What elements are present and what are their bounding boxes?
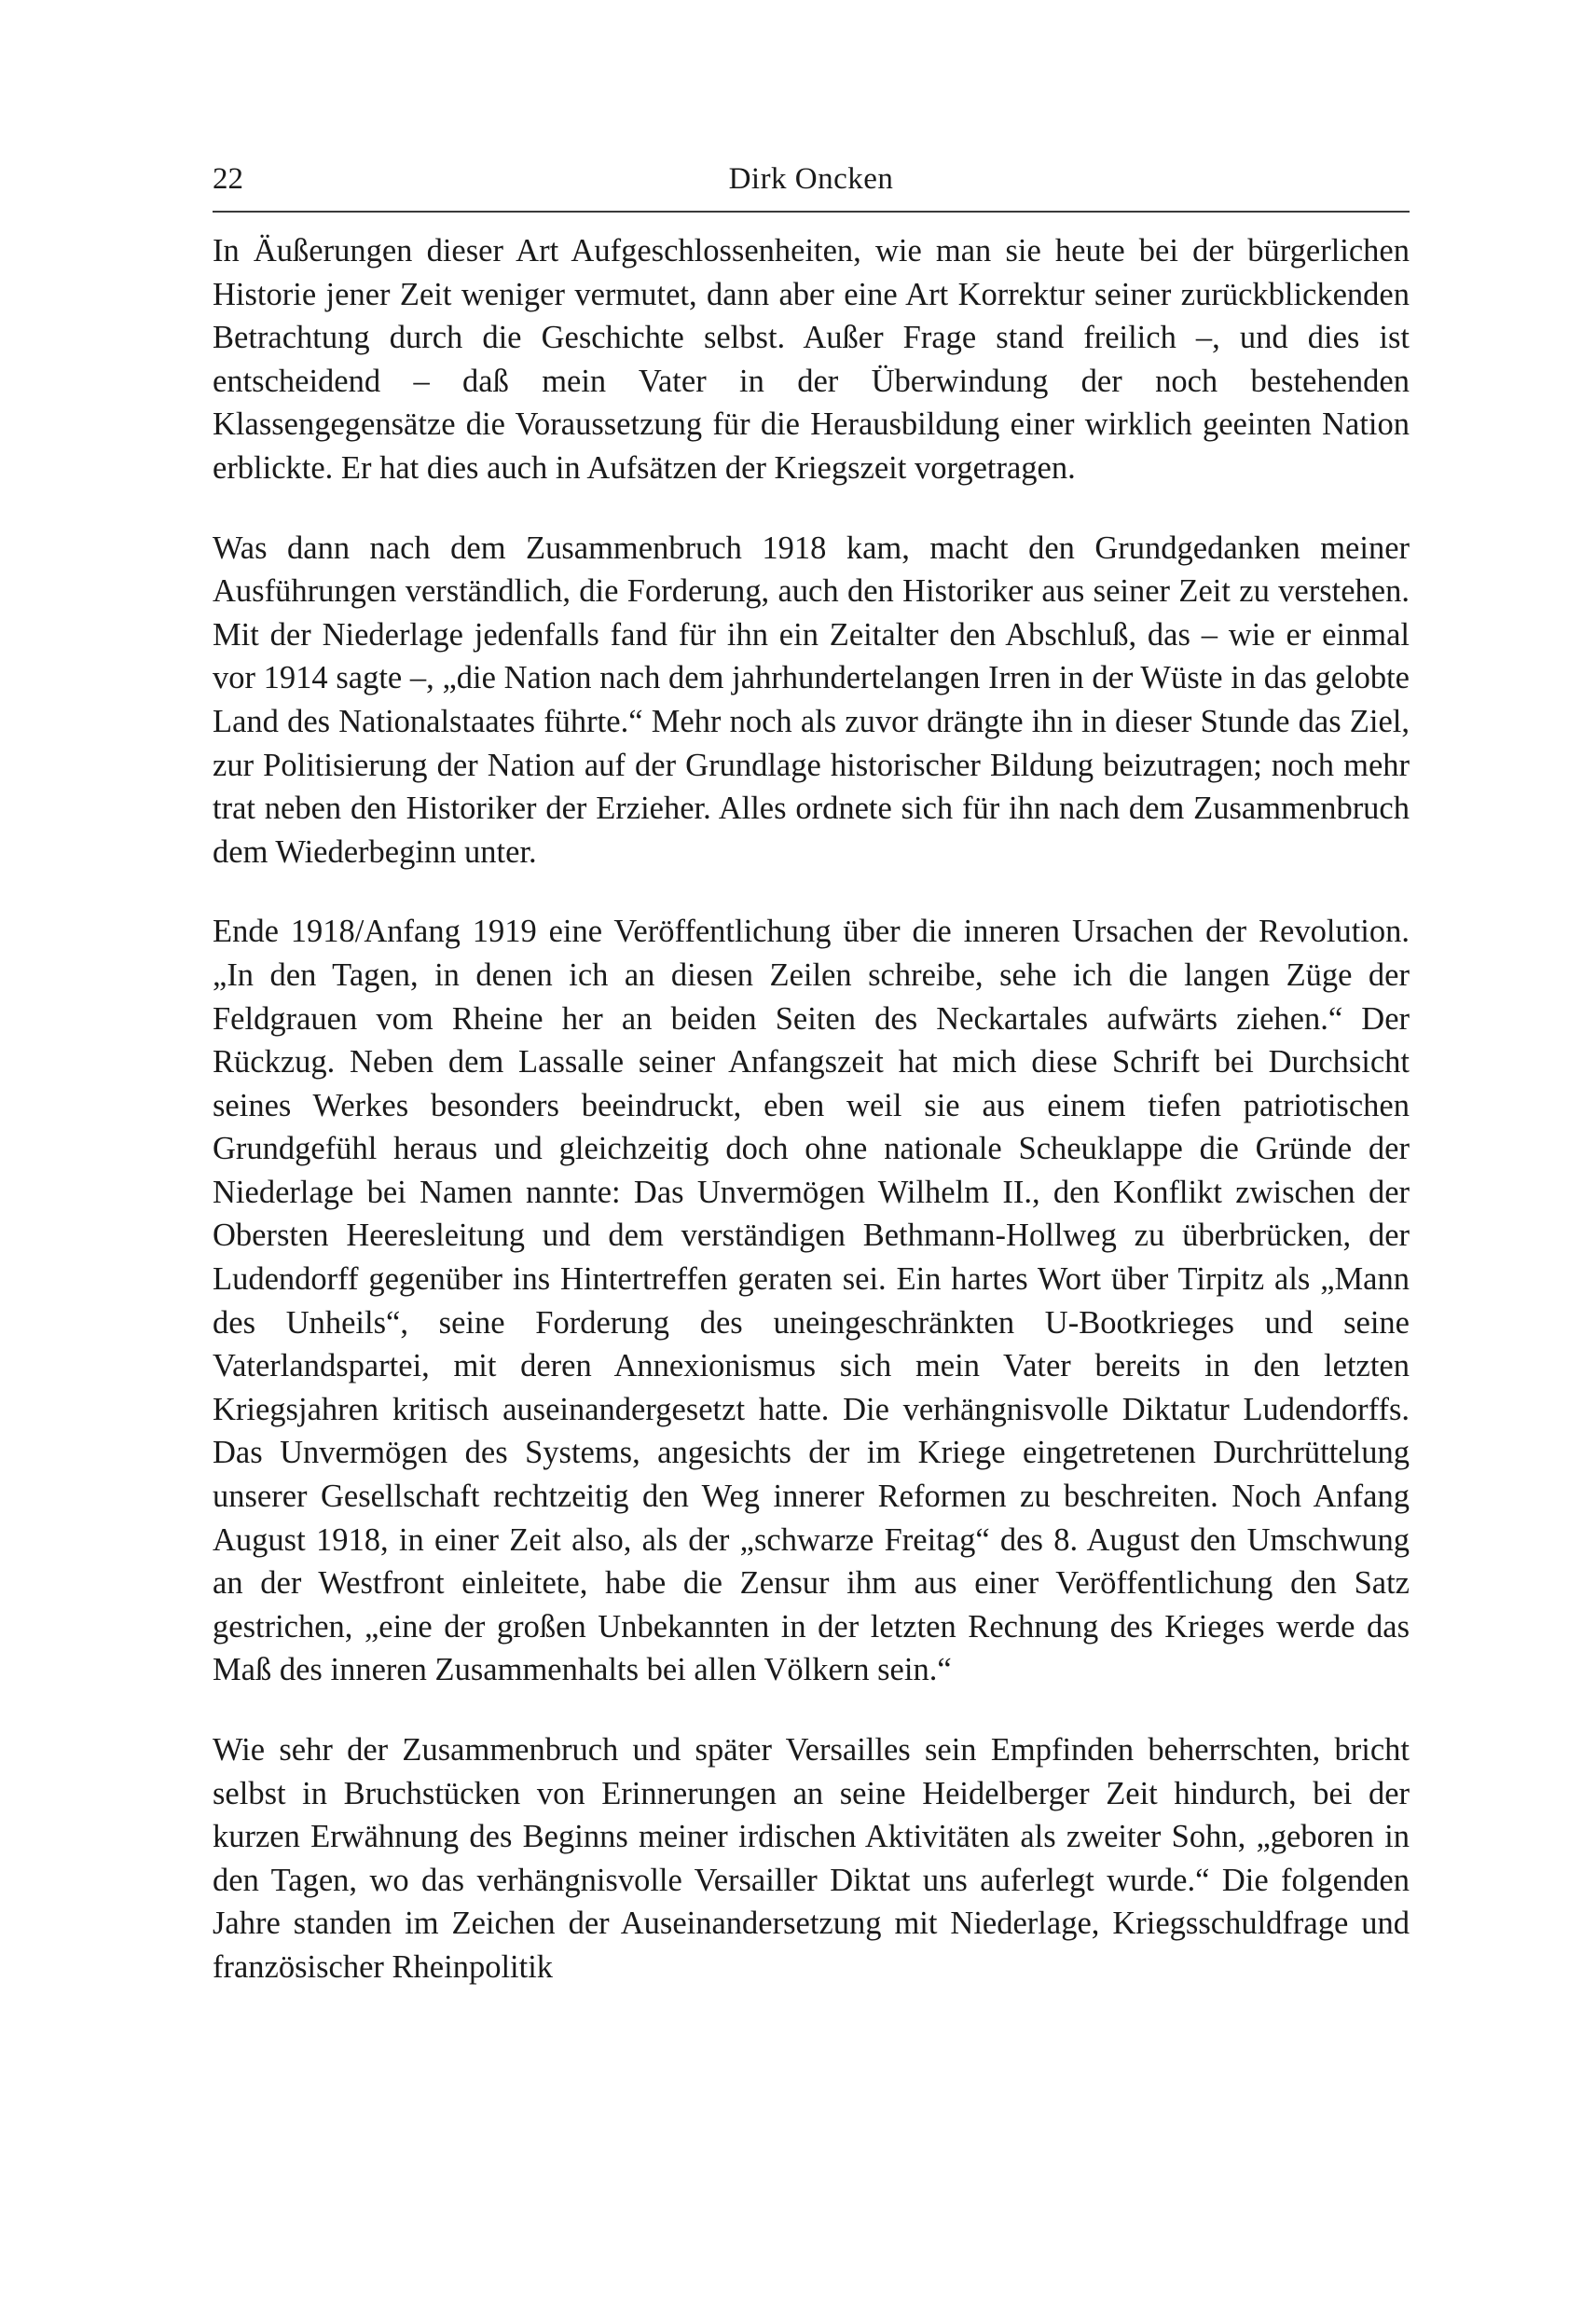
paragraph-3: Ende 1918/Anfang 1919 eine Veröffentlichung über die inneren Ursachen der Revolution. „In den Tagen, in denen ich an diesen Zeilen schreibe, sehe ich die langen Züge der Feldgrauen vom Rheine her an beiden Seiten des Neckartales aufwärts ziehen.“ Der Rückzug. Neben dem Lassalle seiner Anfangszeit hat mich diese Schrift bei Durchsicht seines Werkes besonders beeindruckt, eben weil sie aus einem tiefen patriotischen Grundgefühl heraus und gleichzeitig doch ohne nationale Scheuklappe die Gründe der Niederlage bei Namen nannte: Das Unvermögen Wilhelm II., den Konflikt zwischen der Obersten Heeresleitung und dem verständigen Bethmann-Hollweg zu überbrücken, der Ludendorff gegenüber ins Hintertreffen geraten sei. Ein hartes Wort über Tirpitz als „Mann des Unheils“, seine Forderung des uneingeschränkten U-Bootkrieges und seine Vaterlandspartei, mit deren Annexionismus sich mein Vater bereits in den letzten Kriegsjahren kritisch auseinandergesetzt hatte. Die verhängnisvolle Diktatur Ludendorffs. Das Unvermögen des Systems, angesichts der im Kriege eingetretenen Durchrüttelung unserer Gesellschaft rechtzeitig den Weg innerer Reformen zu beschreiten. Noch Anfang August 1918, in einer Zeit also, als der „schwarze Freitag“ des 8. August den Umschwung an der Westfront einleitete, habe die Zensur ihm aus einer Veröffentlichung den Satz gestrichen, „eine der großen Unbekannten in der letzten Rechnung des Krieges werde das Maß des inneren Zusammenhalts bei allen Völkern sein.“ (213, 914, 1410, 1688)
paragraph-1: In Äußerungen dieser Art Aufgeschlossenheiten, wie man sie heute bei der bürgerlichen Historie jener Zeit weniger vermutet, dann aber eine Art Korrektur seiner zurückblickenden Betrachtung durch die Geschichte selbst. Außer Frage stand freilich –, und dies ist entscheidend – daß mein Vater in der Überwindung der noch bestehenden Klassengegensätze die Voraussetzung für die Herausbildung einer wirklich geeinten Nation erblickte. Er hat dies auch in Aufsätzen der Kriegszeit vorgetragen. (213, 233, 1410, 486)
paragraph-4: Wie sehr der Zusammenbruch und später Versailles sein Empfinden beherrschten, bricht selbst in Bruchstücken von Erinnerungen an seine Heidelberger Zeit hindurch, bei der kurzen Erwähnung des Beginns meiner irdischen Aktivitäten als zweiter Sohn, „geboren in den Tagen, wo das verhängnisvolle Versailler Diktat uns auferlegt wurde.“ Die folgenden Jahre standen im Zeichen der Auseinandersetzung mit Niederlage, Kriegsschuldfrage und französischer Rheinpolitik (213, 1732, 1410, 1985)
body-text (213, 229, 1410, 1989)
running-title: Dirk Oncken (728, 162, 894, 196)
page-number: 22 (213, 162, 243, 196)
running-header (213, 157, 1410, 213)
paragraph-2: Was dann nach dem Zusammenbruch 1918 kam, macht den Grundgedanken meiner Ausführungen verständlich, die Forderung, auch den Historiker aus seiner Zeit zu verstehen. Mit der Niederlage jedenfalls fand für ihn ein Zeitalter den Abschluß, das – wie er einmal vor 1914 sagte –, „die Nation nach dem jahrhundertelangen Irren in der Wüste in das gelobte Land des Nationalstaates führte.“ Mehr noch als zuvor drängte ihn in dieser Stunde das Ziel, zur Politisierung der Nation auf der Grundlage historischer Bildung beizutragen; noch mehr trat neben den Historiker der Erzieher. Alles ordnete sich für ihn nach dem Zusammenbruch dem Wiederbeginn unter. (213, 530, 1410, 870)
